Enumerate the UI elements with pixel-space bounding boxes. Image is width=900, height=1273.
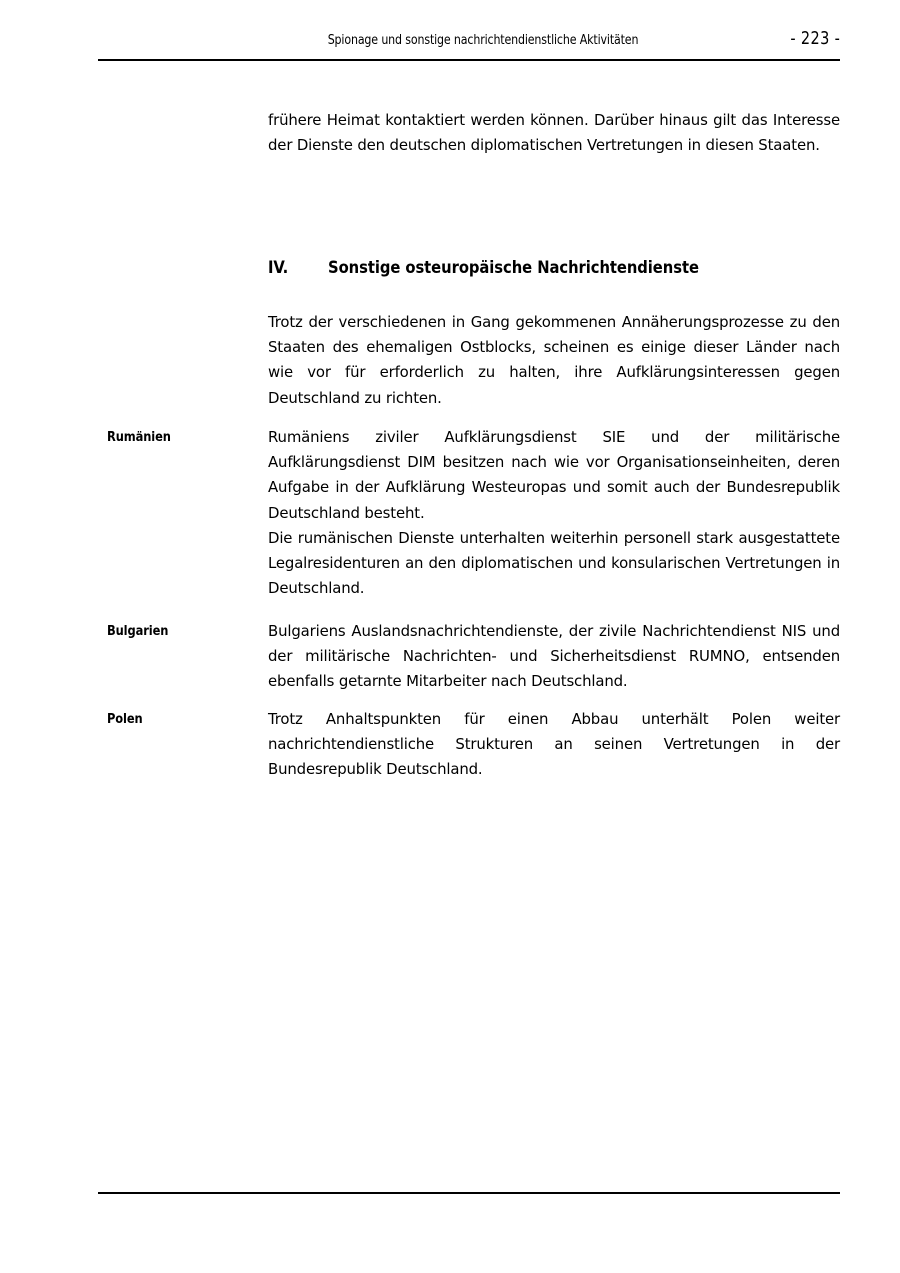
section-title: Sonstige osteuropäische Nachrichtendienste	[328, 258, 699, 277]
section-number: IV.	[268, 258, 289, 277]
entry-bulgarien-paragraph-1: Bulgariens Auslandsnachrichtendienste, der zivile Nachrichtendienst NIS und der militärische Nachrichten- und Sicherheitsdienst RUMNO, entsenden ebenfalls getarnte Mitarbeiter nach Deutschland.	[268, 622, 840, 691]
intro-paragraph: frühere Heimat kontaktiert werden können. Darüber hinaus gilt das Interesse der Dienste den deutschen diplomatischen Vertretungen in diesen Staaten.	[268, 111, 840, 155]
header-rule	[98, 59, 840, 61]
marginal-label-rumaenien: Rumänien	[107, 430, 171, 445]
running-header-title: Spionage und sonstige nachrichtendienstliche Aktivitäten	[327, 33, 639, 48]
footer-rule	[98, 1192, 840, 1194]
marginal-label-polen: Polen	[107, 712, 143, 727]
entry-rumaenien-paragraph-2: Die rumänischen Dienste unterhalten weiterhin personell stark ausgestattete Legalresidenturen an den diplomatischen und konsularischen Vertretungen in Deutschland.	[268, 529, 840, 598]
page-number: - 223 -	[790, 29, 840, 49]
page-header	[98, 29, 840, 62]
marginal-label-bulgarien: Bulgarien	[107, 624, 169, 639]
section-lead-paragraph: Trotz der verschiedenen in Gang gekommenen Annäherungsprozesse zu den Staaten des ehemaligen Ostblocks, scheinen es einige dieser Länder nach wie vor für erforderlich zu halten, ihre Aufklärungsinteressen gegen Deutschland zu richten.	[268, 313, 840, 407]
entry-rumaenien-paragraph-1: Rumäniens ziviler Aufklärungsdienst SIE und der militärische Aufklärungsdienst DIM besitzen nach wie vor Organisationseinheiten, deren Aufgabe in der Aufklärung Westeuropas und somit auch der Bundesrepublik Deutschland besteht.	[268, 428, 840, 522]
section-heading	[268, 255, 840, 280]
entry-polen-paragraph-1: Trotz Anhaltspunkten für einen Abbau unterhält Polen weiter nachrichtendienstliche Strukturen an seinen Vertretungen in der Bundesrepublik Deutschland.	[268, 710, 840, 779]
